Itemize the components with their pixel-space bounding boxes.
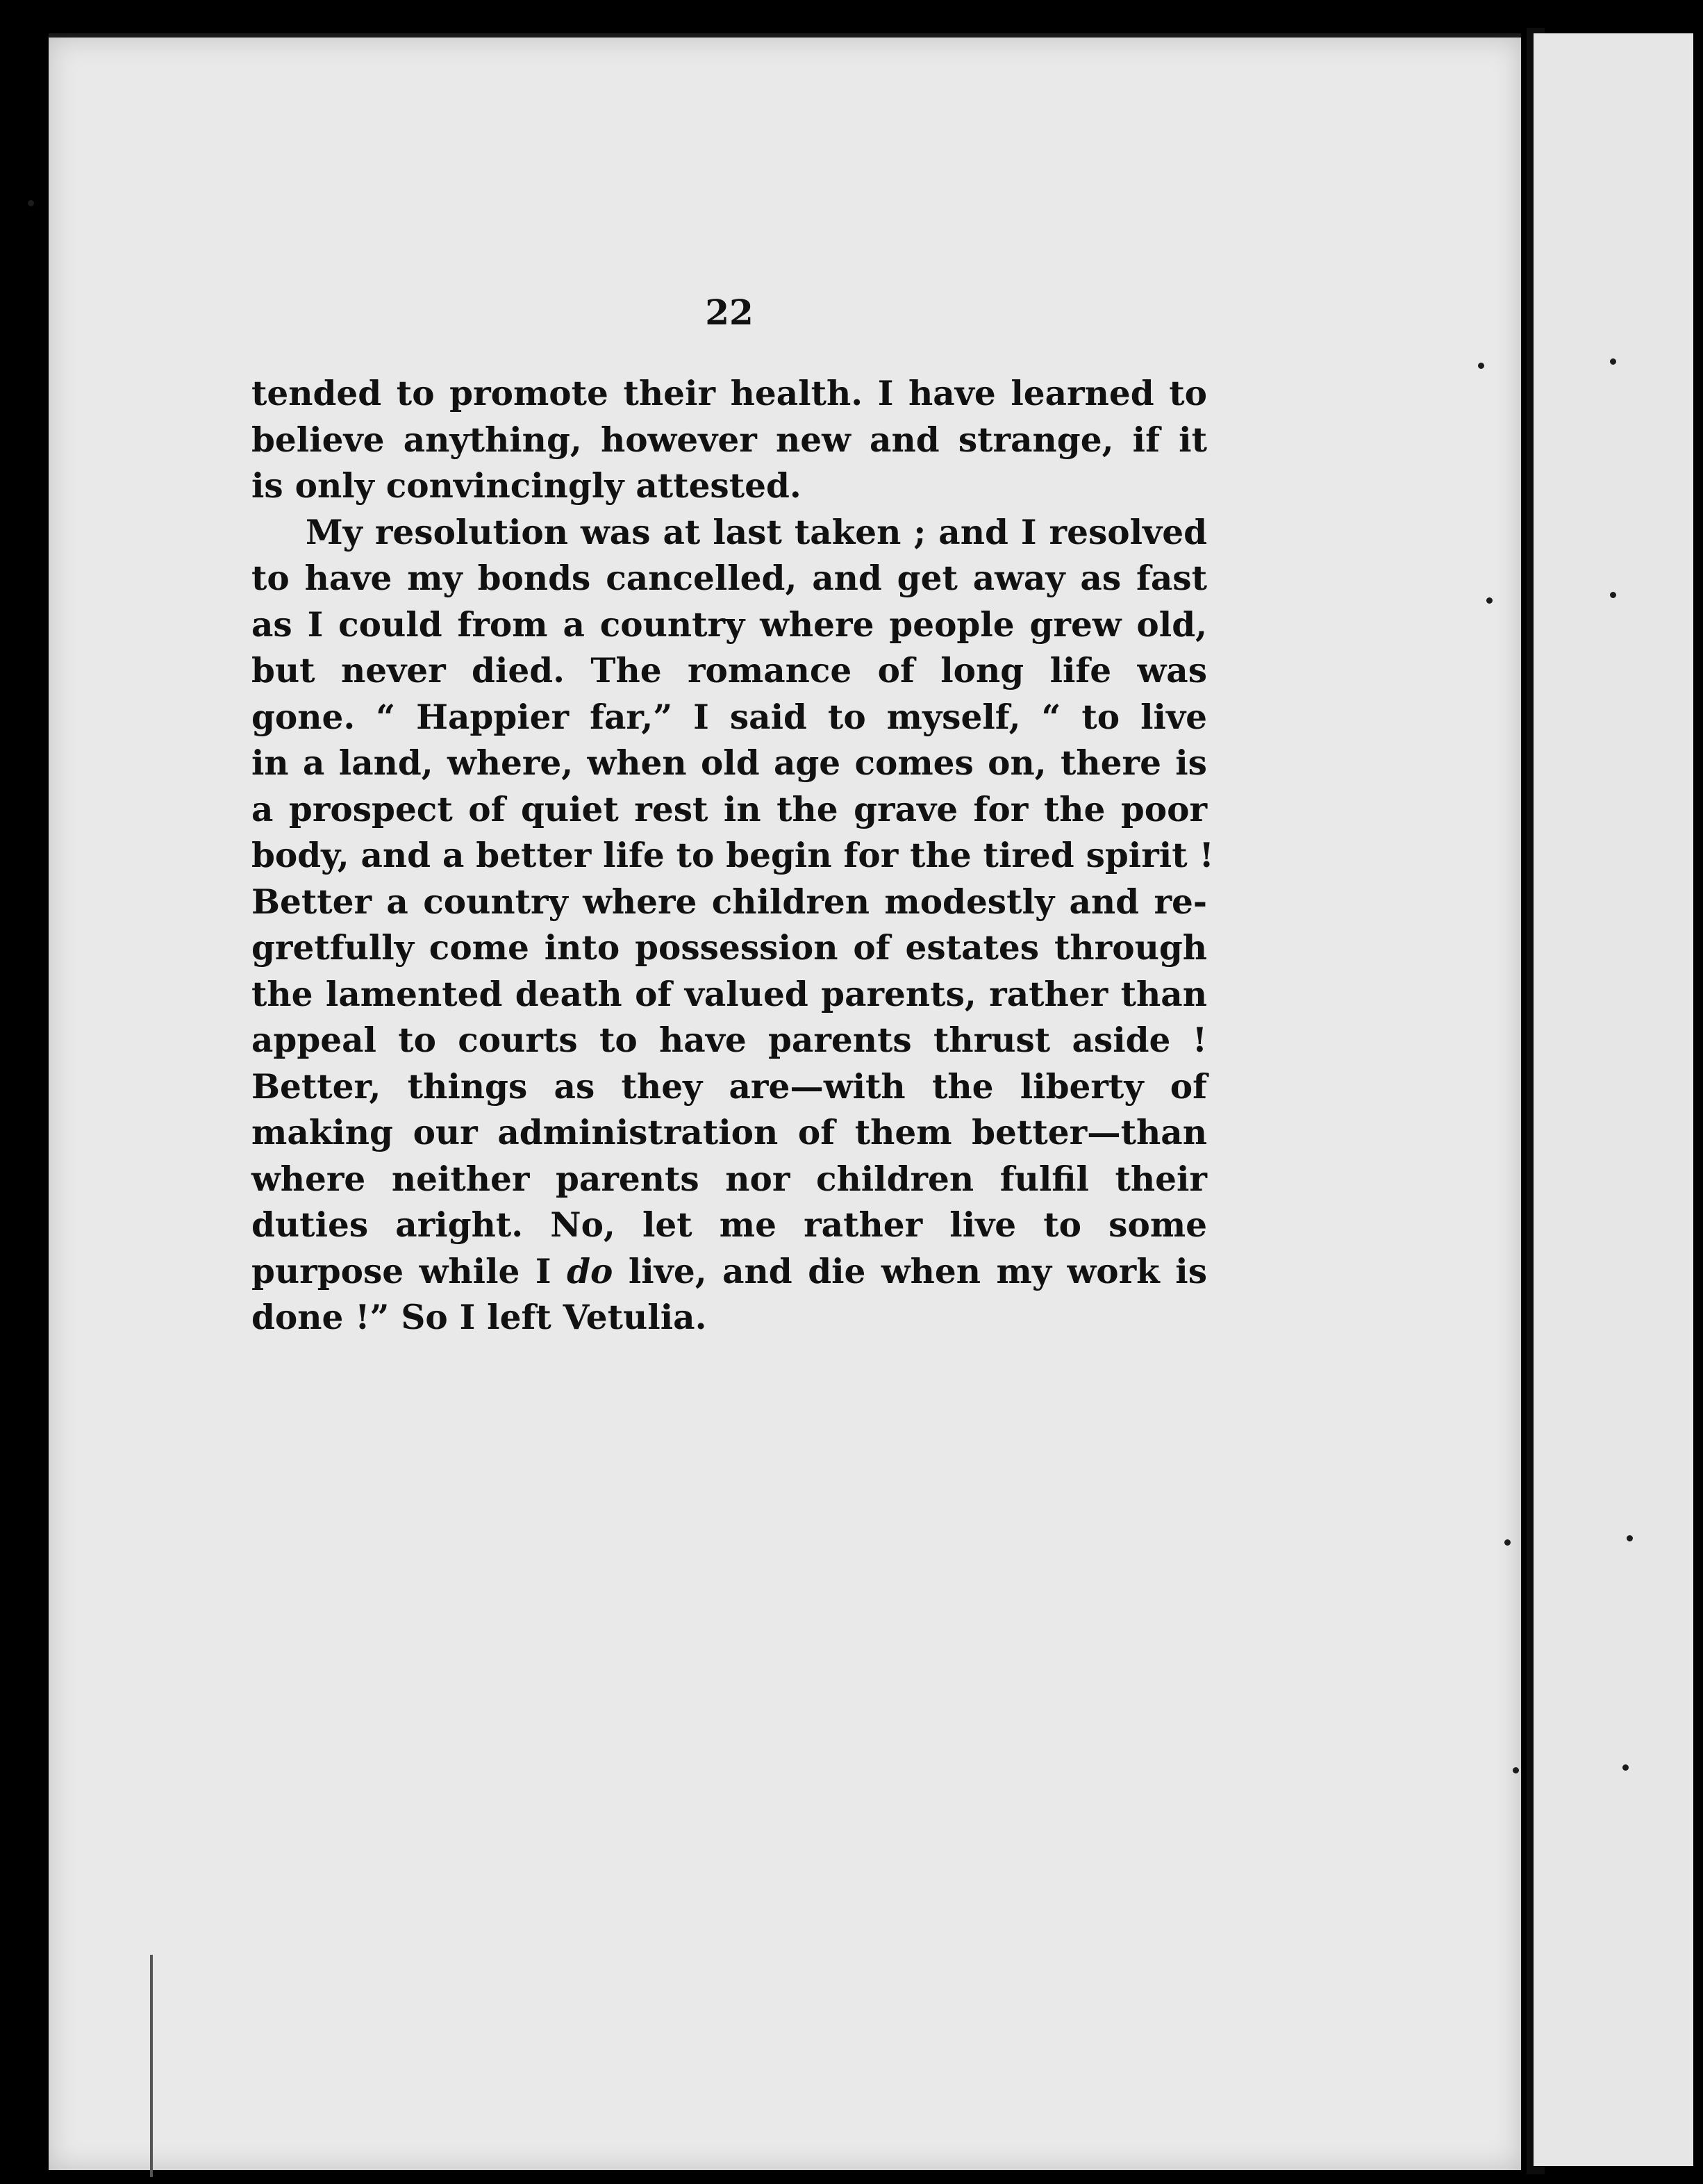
scan-speck [1486,597,1493,604]
text-line: where neither parents nor children fulfil their [251,1159,1207,1199]
text-line: as I could from a country where people grew old, [251,604,1207,645]
text-line: the lamented death of valued parents, rather than [251,974,1207,1014]
text-line: done !” So I left Vetulia. [251,1298,707,1337]
text-line: in a land, where, when old age comes on, there is [251,743,1207,783]
scan-speck [1610,358,1616,365]
text-line: but never died. The romance of long life was [251,651,1207,690]
scan-speck [1610,592,1616,598]
scan-speck [28,200,34,206]
scan-speck [1504,1539,1511,1546]
emphasis: do [567,1251,613,1291]
page-edge-line [150,1955,153,2177]
text-line: to have my bonds cancelled, and get away as fast [251,559,1207,598]
text-line: a prospect of quiet rest in the grave for the poor [251,789,1207,829]
scan-speck [1622,1764,1629,1771]
facing-page-edge [1534,33,1693,2166]
text-line: My resolution was at last taken ; and I resolved [306,512,1207,552]
text-line: body, and a better life to begin for the tired spirit ! [251,836,1214,875]
text-line: is only convincingly attested. [251,466,801,506]
text-line: duties aright. No, let me rather live to some [251,1205,1207,1245]
scan-speck [1513,1767,1519,1773]
text-line: Better, things as they are—with the liberty of [251,1066,1207,1107]
body-text [251,371,1214,1341]
page-number: 22 [705,292,754,333]
text-line: tended to promote their health. I have learned to [251,374,1207,413]
text-line: believe anything, however new and strange, if it [251,420,1207,460]
text-line: gretfully come into possession of estates through [251,928,1207,968]
scan-speck [1627,1535,1633,1541]
text-line: purpose while I do live, and die when my work is [251,1251,1207,1291]
text-line: Better a country where children modestly and re- [251,882,1207,922]
text-line: appeal to courts to have parents thrust aside ! [251,1020,1207,1060]
text-line: gone. “ Happier far,” I said to myself, “ to live [251,697,1207,737]
text-line: making our administration of them better—than [251,1113,1207,1152]
scan-speck [1478,363,1484,369]
